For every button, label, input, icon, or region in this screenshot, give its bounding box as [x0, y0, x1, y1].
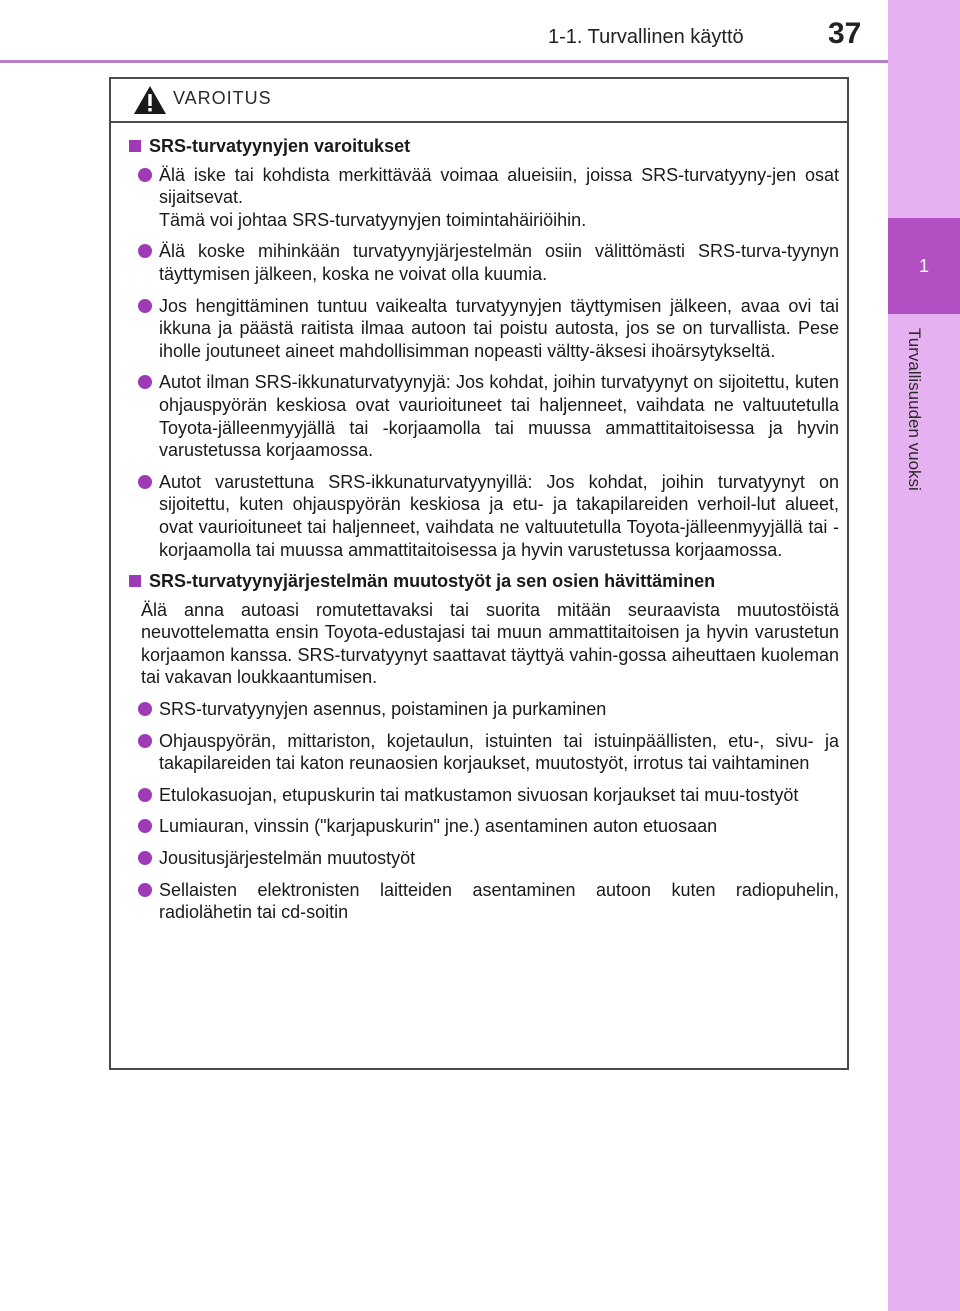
square-bullet-icon — [129, 140, 141, 152]
chapter-label: Turvallisuuden vuoksi — [905, 328, 924, 491]
bullet-icon — [138, 702, 152, 716]
section-title: 1-1. Turvallinen käyttö — [548, 26, 744, 48]
header-divider — [0, 60, 888, 63]
list-item: Ohjauspyörän, mittariston, kojetaulun, istuinten tai istuinpäällisten, etu-, sivu- ja takapilareiden tai katon reunaosien korjaukset, muutostyöt, irrotus tai vaihtaminen — [129, 730, 839, 775]
list-item: Autot ilman SRS-ikkunaturvatyynyjä: Jos kohdat, joihin turvatyynyt on sijoitettu, kuten ohjauspyörän keskiosa ovat vaurioituneet tai haljenneet, vaihdata ne valtuutetulla Toyota-jälleenmyyjällä tai -korjaamolla tai muussa ammattitaitoisessa ja hyvin varustetussa korjaamossa. — [129, 371, 839, 461]
list-item: Älä koske mihinkään turvatyynyjärjestelmän osiin välittömästi SRS-turva-tyynyn täyttymisen jälkeen, koska ne voivat olla kuumia. — [129, 240, 839, 285]
bullet-icon — [138, 734, 152, 748]
list-item: Etulokasuojan, etupuskurin tai matkustamon sivuosan korjaukset tai muu-tostyöt — [129, 784, 839, 807]
section-intro: Älä anna autoasi romutettavaksi tai suorita mitään seuraavista muutostöistä neuvottelematta ensin Toyota-edustajasi tai muun ammattitaitoisen ja hyvin varustetun korjaamon kanssa. SRS-turvatyynyt saattavat täyttyä vahin-gossa aiheuttaen kuoleman tai vakavan loukkaantumisen. — [141, 599, 839, 688]
chapter-number: 1 — [918, 256, 929, 276]
warning-header — [111, 79, 847, 123]
bullet-icon — [138, 883, 152, 897]
list-item: SRS-turvatyynyjen asennus, poistaminen ja purkaminen — [129, 698, 839, 721]
list-item: Autot varustettuna SRS-ikkunaturvatyynyillä: Jos kohdat, joihin turvatyynyt on sijoitettu, kuten ohjauspyörän keskiosa ja etu- ja takapilareiden verhoil-lut alueet, ovat vaurioituneet tai haljenneet, vaihdata ne valtuutetulla Toyota-jälleenmyyjällä tai -korjaamolla tai muussa ammattitaitoisessa ja hyvin varustetussa korjaamossa. — [129, 471, 839, 561]
list-item: Jousitusjärjestelmän muutostyöt — [129, 847, 839, 870]
bullet-icon — [138, 819, 152, 833]
page-number: 37 — [828, 17, 862, 50]
warning-box — [109, 77, 849, 1070]
warning-triangle-icon — [133, 85, 167, 115]
bullet-icon — [138, 788, 152, 802]
list-item: Älä iske tai kohdista merkittävää voimaa alueisiin, joissa SRS-turvatyyny-jen osat sijaitsevat. Tämä voi johtaa SRS-turvatyynyjen toimintahäiriöihin. — [129, 164, 839, 232]
bullet-icon — [138, 244, 152, 258]
bullet-icon — [138, 168, 152, 182]
section-heading: SRS-turvatyynyjen varoitukset — [129, 135, 839, 158]
warning-content — [129, 135, 839, 933]
list-item: Jos hengittäminen tuntuu vaikealta turvatyynyjen täyttymisen jälkeen, avaa ovi tai ikkuna ja päästä raitista ilmaa autoon tai poistu autosta, jos se on turvallista. Pese iholle joutuneet aineet mahdollisimman nopeasti vältty-äksesi ihoärsytykseltä. — [129, 295, 839, 363]
bullet-icon — [138, 375, 152, 389]
warning-title: VAROITUS — [173, 88, 272, 108]
list-item: Lumiauran, vinssin ("karjapuskurin" jne.) asentaminen auton etuosaan — [129, 815, 839, 838]
bullet-icon — [138, 475, 152, 489]
square-bullet-icon — [129, 575, 141, 587]
list-item: Sellaisten elektronisten laitteiden asentaminen autoon kuten radiopuhelin, radiolähetin tai cd-soitin — [129, 879, 839, 924]
bullet-icon — [138, 299, 152, 313]
section-heading: SRS-turvatyynyjärjestelmän muutostyöt ja sen osien hävittäminen — [129, 570, 839, 593]
side-bar — [888, 0, 960, 1311]
chapter-tab[interactable] — [888, 218, 960, 314]
bullet-icon — [138, 851, 152, 865]
